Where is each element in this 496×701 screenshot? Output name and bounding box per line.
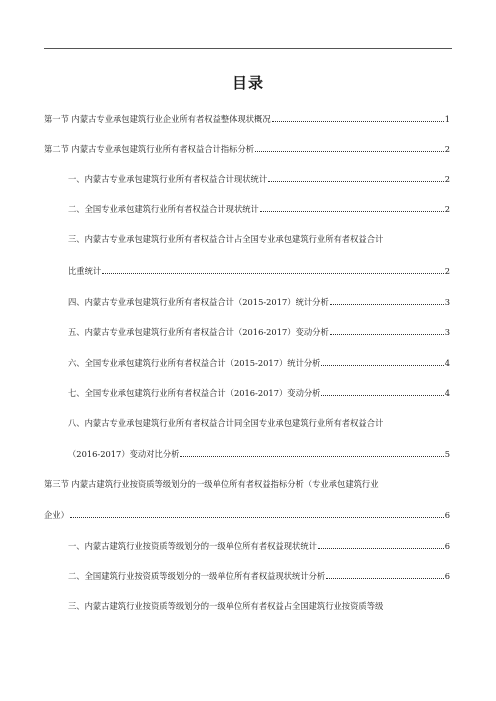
toc-entry-text: （2016-2017）变动对比分析 — [68, 449, 180, 459]
toc-page-number: 2 — [444, 204, 450, 214]
toc-leader-dots — [321, 365, 443, 366]
toc-page-number: 2 — [444, 266, 450, 276]
toc-entry[interactable] — [68, 385, 450, 399]
toc-entry-text: 比重统计 — [68, 266, 102, 276]
page-title: 目录 — [231, 74, 264, 92]
toc-page-number: 4 — [444, 358, 450, 368]
toc-entry-text: 七、全国专业承包建筑行业所有者权益合计（2016-2017）变动分析 — [68, 388, 321, 398]
toc-leader-dots — [255, 151, 444, 152]
toc-entry-text: 一、内蒙古建筑行业按资质等级划分的一级单位所有者权益现状统计 — [68, 541, 317, 551]
toc-entry-text[interactable]: 三、内蒙古建筑行业按资质等级划分的一级单位所有者权益占全国建筑行业按资质等级 — [68, 601, 384, 611]
toc-page-number: 3 — [444, 327, 450, 337]
toc-leader-dots — [180, 456, 443, 457]
toc-leader-dots — [330, 304, 444, 305]
toc-page-number: 6 — [444, 541, 450, 551]
toc-leader-dots — [321, 395, 443, 396]
toc-entry-text[interactable]: 八、内蒙古专业承包建筑行业所有者权益合计同全国专业承包建筑行业所有者权益合计 — [68, 418, 384, 428]
toc-leader-dots — [330, 334, 444, 335]
toc-page-number: 3 — [444, 297, 450, 307]
toc-leader-dots — [272, 121, 444, 122]
toc-page-number: 6 — [444, 510, 450, 520]
toc-page-number: 6 — [444, 571, 450, 581]
toc-entry-text: 一、内蒙古专业承包建筑行业所有者权益合计现状统计 — [68, 174, 268, 184]
toc-entry[interactable] — [68, 201, 450, 215]
toc-leader-dots — [102, 273, 444, 274]
toc-leader-dots — [70, 517, 444, 518]
toc-entry[interactable] — [68, 538, 450, 552]
toc-entry[interactable] — [68, 446, 450, 460]
toc-entry-text: 第二节 内蒙古专业承包建筑行业所有者权益合计指标分析 — [44, 144, 255, 154]
toc-entry[interactable] — [68, 568, 450, 582]
toc-leader-dots — [318, 548, 444, 549]
toc-entry-text: 五、内蒙古专业承包建筑行业所有者权益合计（2016-2017）变动分析 — [68, 327, 329, 337]
toc-entry-text: 四、内蒙古专业承包建筑行业所有者权益合计（2015-2017）统计分析 — [68, 297, 329, 307]
toc-page-number: 4 — [444, 388, 450, 398]
toc-entry[interactable] — [44, 507, 450, 521]
toc-leader-dots — [268, 181, 444, 182]
toc-page-number: 2 — [444, 144, 450, 154]
toc-entry[interactable] — [44, 111, 450, 125]
toc-entry-text[interactable]: 三、内蒙古专业承包建筑行业所有者权益合计占全国专业承包建筑行业所有者权益合计 — [68, 234, 384, 244]
toc-page-number: 1 — [444, 114, 450, 124]
toc-entry-text: 六、全国专业承包建筑行业所有者权益合计（2015-2017）统计分析 — [68, 358, 321, 368]
toc-entry-text: 二、全国建筑行业按资质等级划分的一级单位所有者权益现状统计分析 — [68, 571, 326, 581]
toc-entry[interactable] — [68, 263, 450, 277]
toc-entry-text[interactable]: 第三节 内蒙古建筑行业按资质等级划分的一级单位所有者权益指标分析（专业承包建筑行业 — [44, 479, 379, 489]
toc-page-number: 5 — [444, 449, 450, 459]
toc-leader-dots — [326, 578, 444, 579]
header-rule — [44, 48, 452, 49]
toc-entry[interactable] — [44, 141, 450, 155]
toc-leader-dots — [260, 211, 444, 212]
toc-entry[interactable] — [68, 171, 450, 185]
toc-entry[interactable] — [68, 355, 450, 369]
toc-entry-text: 企业） — [44, 510, 69, 520]
toc-page-number: 2 — [444, 174, 450, 184]
toc-entry-text: 二、全国专业承包建筑行业所有者权益合计现状统计 — [68, 204, 259, 214]
toc-entry-text: 第一节 内蒙古专业承包建筑行业企业所有者权益整体现状概况 — [44, 114, 271, 124]
toc-entry[interactable] — [68, 324, 450, 338]
toc-entry[interactable] — [68, 294, 450, 308]
